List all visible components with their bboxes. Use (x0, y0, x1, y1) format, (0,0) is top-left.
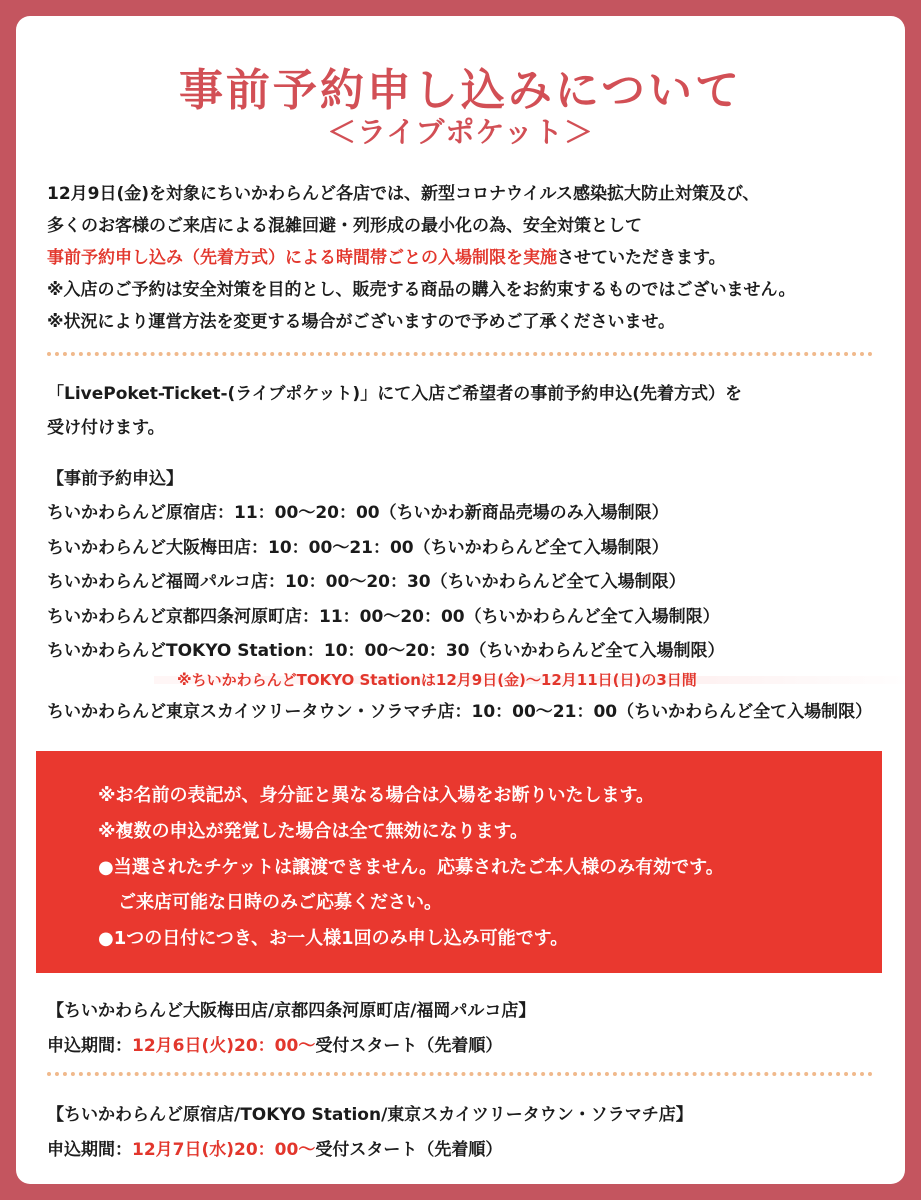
store-hours-skytree: ちいかわらんど東京スカイツリータウン・ソラマチ店：10：00〜21：00（ちいかわらんど全て入場制限） (47, 702, 873, 722)
livepocket-line-1: 「LivePoket-Ticket-(ライブポケット)」にて入店ご希望者の事前予約申込(先着方式）を (47, 384, 742, 404)
tokyo-station-note: ※ちいかわらんどTOKYO Stationは12月9日(金)〜12月11日(日)の3日間 (177, 671, 697, 689)
announcement-card (16, 16, 905, 1184)
notice-item: ※複数の申込が発覚した場合は全て無効になります。 (98, 821, 529, 842)
notice-item: ご来店可能な日時のみご応募ください。 (118, 892, 442, 913)
store-hours-fukuoka-parco: ちいかわらんど福岡パルコ店：10：00〜20：30（ちいかわらんど全て入場制限） (47, 572, 686, 592)
intro-line-3 (47, 243, 726, 268)
notice-item: ●当選されたチケットは譲渡できません。応募されたご本人様のみ有効です。 (98, 857, 724, 878)
notice-item: ●1つの日付につき、お一人様1回のみ申し込み可能です。 (98, 928, 569, 949)
period-date: 12月6日(火)20：00〜 (132, 1036, 316, 1056)
period-date: 12月7日(水)20：00〜 (132, 1140, 316, 1160)
period-suffix: 受付スタート（先着順） (315, 1036, 503, 1056)
livepocket-line-2: 受け付けます。 (47, 418, 165, 438)
page-subtitle: ＜ライブポケット＞ (327, 115, 594, 149)
store-hours-kyoto: ちいかわらんど京都四条河原町店：11：00〜20：00（ちいかわらんど全て入場制限） (47, 607, 720, 627)
intro-highlight: 事前予約申し込み（先着方式）による時間帯ごとの入場制限を実施 (47, 248, 557, 268)
period-stores-group-1: 【ちいかわらんど大阪梅田店/京都四条河原町店/福岡パルコ店】 (47, 1001, 536, 1021)
period-line-group-1 (47, 1031, 502, 1056)
intro-line-5: ※状況により運営方法を変更する場合がございますので予めご了承くださいませ。 (47, 312, 676, 332)
intro-line-4: ※入店のご予約は安全対策を目的とし、販売する商品の購入をお約束するものではございません。 (47, 280, 796, 300)
page-title: 事前予約申し込みについて (178, 65, 743, 116)
dotted-divider (47, 352, 873, 356)
intro-line-1: 12月9日(金)を対象にちいかわらんど各店では、新型コロナウイルス感染拡大防止対策及び、 (47, 184, 760, 204)
dotted-divider (47, 1072, 873, 1076)
period-line-group-2 (47, 1135, 502, 1160)
notice-item: ※お名前の表記が、身分証と異なる場合は入場をお断りいたします。 (98, 785, 655, 806)
intro-line-2: 多くのお客様のご来店による混雑回避・列形成の最小化の為、安全対策として (47, 216, 642, 236)
period-label: 申込期間： (47, 1036, 132, 1056)
intro-line-3-rest: させていただきます。 (557, 248, 726, 268)
period-label: 申込期間： (47, 1140, 132, 1160)
store-hours-tokyo-station: ちいかわらんどTOKYO Station：10：00〜20：30（ちいかわらんど全て入場制限） (47, 641, 725, 661)
schedule-heading: 【事前予約申込】 (47, 469, 183, 489)
period-stores-group-2: 【ちいかわらんど原宿店/TOKYO Station/東京スカイツリータウン・ソラマチ店】 (47, 1105, 693, 1125)
store-hours-harajuku: ちいかわらんど原宿店：11：00〜20：00（ちいかわ新商品売場のみ入場制限） (47, 503, 669, 523)
period-suffix: 受付スタート（先着順） (315, 1140, 503, 1160)
store-hours-osaka-umeda: ちいかわらんど大阪梅田店：10：00〜21：00（ちいかわらんど全て入場制限） (47, 538, 669, 558)
